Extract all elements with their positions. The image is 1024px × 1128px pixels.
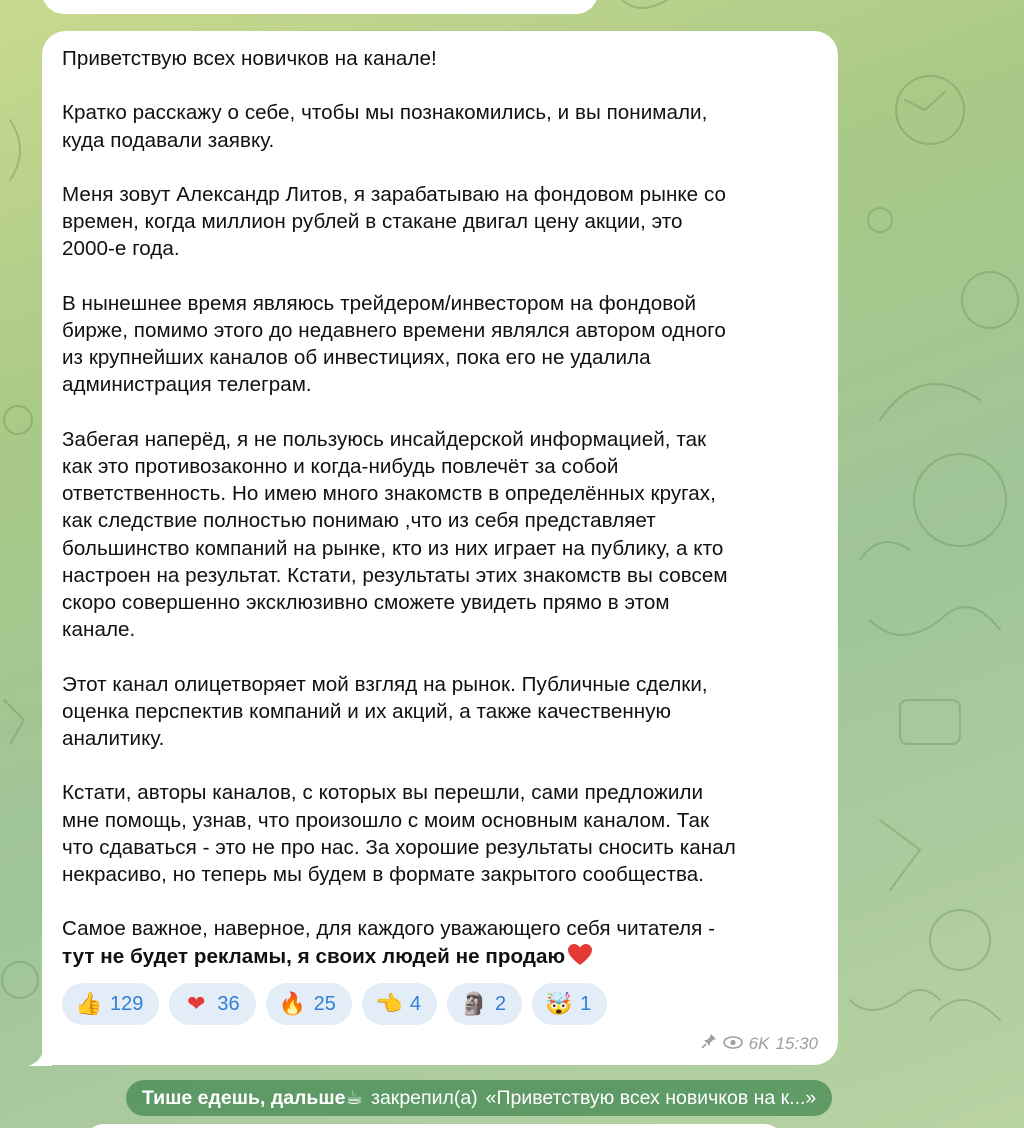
reaction-count: 2 — [495, 992, 507, 1015]
previous-message-bubble — [42, 0, 598, 14]
reaction-count: 129 — [110, 992, 144, 1015]
service-action: закрепил(а) — [371, 1086, 478, 1109]
message-line: Забегая наперёд, я не пользуюсь инсайдерской информацией, так — [62, 427, 707, 451]
previous-views — [404, 0, 439, 2]
heart-emoji-icon — [567, 943, 593, 967]
reaction-chip[interactable] — [266, 983, 352, 1025]
message-line: 2000-е года. — [62, 237, 180, 261]
message-line: большинство компаний на рынке, кто из них играет на публику, а кто — [62, 536, 724, 560]
message-line: времен, когда миллион рублей в стакане двигал цену акции, это — [62, 210, 683, 234]
message-line: Приветствую всех новичков на канале! — [62, 47, 437, 70]
message-line: как следствие полностью понимаю ,что из себя представляет — [62, 509, 656, 533]
message-line: некрасиво, но теперь мы будем в формате закрытого сообщества. — [62, 863, 704, 886]
message-line: оценка перспектив компаний и их акций, а также качественную — [62, 699, 672, 723]
message-bubble[interactable] — [42, 31, 838, 1065]
edited-label — [445, 0, 521, 2]
previous-message-meta — [380, 0, 570, 2]
message-bold-line — [62, 943, 816, 970]
paragraph-gap — [62, 399, 816, 426]
message-line: ответственность. Но имею много знакомств в определённых кругах, — [62, 482, 716, 506]
pin-icon — [701, 1033, 717, 1054]
exploding-head-icon: 🤯 — [545, 991, 573, 1016]
message-line: скоро совершенно эксклюзивно сможете увидеть прямо в этом — [62, 591, 670, 614]
message-meta — [701, 1033, 818, 1054]
paragraph-gap — [62, 72, 816, 99]
coffee-icon: ☕ — [345, 1087, 363, 1109]
fire-icon: 🔥 — [278, 991, 307, 1016]
message-line: аналитику. — [62, 727, 165, 750]
pinned-quote[interactable]: «Приветствую всех новичков на к...» — [485, 1086, 817, 1109]
message-line: из крупнейших каналов об инвестициях, пока его не удалила — [62, 346, 651, 370]
message-line: бирже, помимо этого до недавнего времени являлся автором одного — [62, 318, 726, 342]
message-line: Кратко расскажу о себе, чтобы мы познакомились, и вы понимали, — [62, 101, 708, 125]
reaction-count: 4 — [409, 992, 421, 1015]
message-line: администрация телеграм. — [62, 373, 312, 397]
paragraph-gap — [62, 263, 816, 290]
view-count: 6K — [748, 1033, 770, 1053]
paragraph-gap — [62, 643, 816, 670]
message-line: что сдаваться - это не про нас. За хорошие результаты сносить канал — [62, 835, 736, 859]
paragraph-gap — [62, 154, 816, 181]
service-author[interactable]: Тише едешь, дальше — [142, 1086, 346, 1109]
thumbs-up-icon: 👍 — [75, 991, 103, 1016]
message-line: канале. — [62, 618, 136, 642]
moai-icon: 🗿 — [460, 991, 488, 1016]
reaction-count: 25 — [313, 992, 336, 1015]
message-line: мне помощь, узнав, что произошло с моим основным каналом. Так — [62, 808, 710, 832]
message-line: Кстати, авторы каналов, с которых вы перешли, сами предложили — [62, 781, 703, 805]
paragraph-gap — [62, 888, 816, 915]
bold-text: тут не будет рекламы, я своих людей не продаю — [62, 944, 566, 968]
reaction-chip[interactable] — [532, 983, 607, 1025]
message-time: 15:30 — [775, 1033, 818, 1053]
reaction-chip[interactable] — [62, 983, 159, 1025]
heart-icon: ❤ — [187, 991, 206, 1016]
reaction-count: 1 — [580, 992, 592, 1015]
reaction-count: 36 — [217, 992, 240, 1015]
eye-icon — [723, 1034, 743, 1054]
paragraph-gap — [62, 752, 816, 779]
next-message-bubble — [84, 1124, 784, 1128]
pinned-service-message[interactable] — [126, 1080, 832, 1116]
reaction-chip[interactable] — [447, 983, 522, 1025]
reaction-chip[interactable] — [362, 983, 437, 1025]
reactions-bar — [62, 983, 607, 1025]
message-line: В нынешнее время являюсь трейдером/инвестором на фондовой — [62, 291, 697, 315]
reaction-chip[interactable] — [169, 983, 255, 1025]
pointing-hand-icon: 👈 — [375, 991, 403, 1016]
message-line: Этот канал олицетворяет мой взгляд на рынок. Публичные сделки, — [62, 672, 708, 696]
message-line: как это противозаконно и когда-нибудь повлечёт за собой — [62, 454, 619, 478]
message-line: Меня зовут Александр Литов, я зарабатываю на фондовом рынке со — [62, 182, 727, 206]
eye-icon — [380, 0, 398, 2]
message-text — [62, 45, 816, 970]
message-line: настроен на результат. Кстати, результаты этих знакомств вы совсем — [62, 563, 728, 587]
message-line: куда подавали заявку. — [62, 128, 275, 152]
message-line: Самое важное, наверное, для каждого уважающего себя читателя - — [62, 917, 715, 941]
previous-time — [527, 0, 570, 2]
